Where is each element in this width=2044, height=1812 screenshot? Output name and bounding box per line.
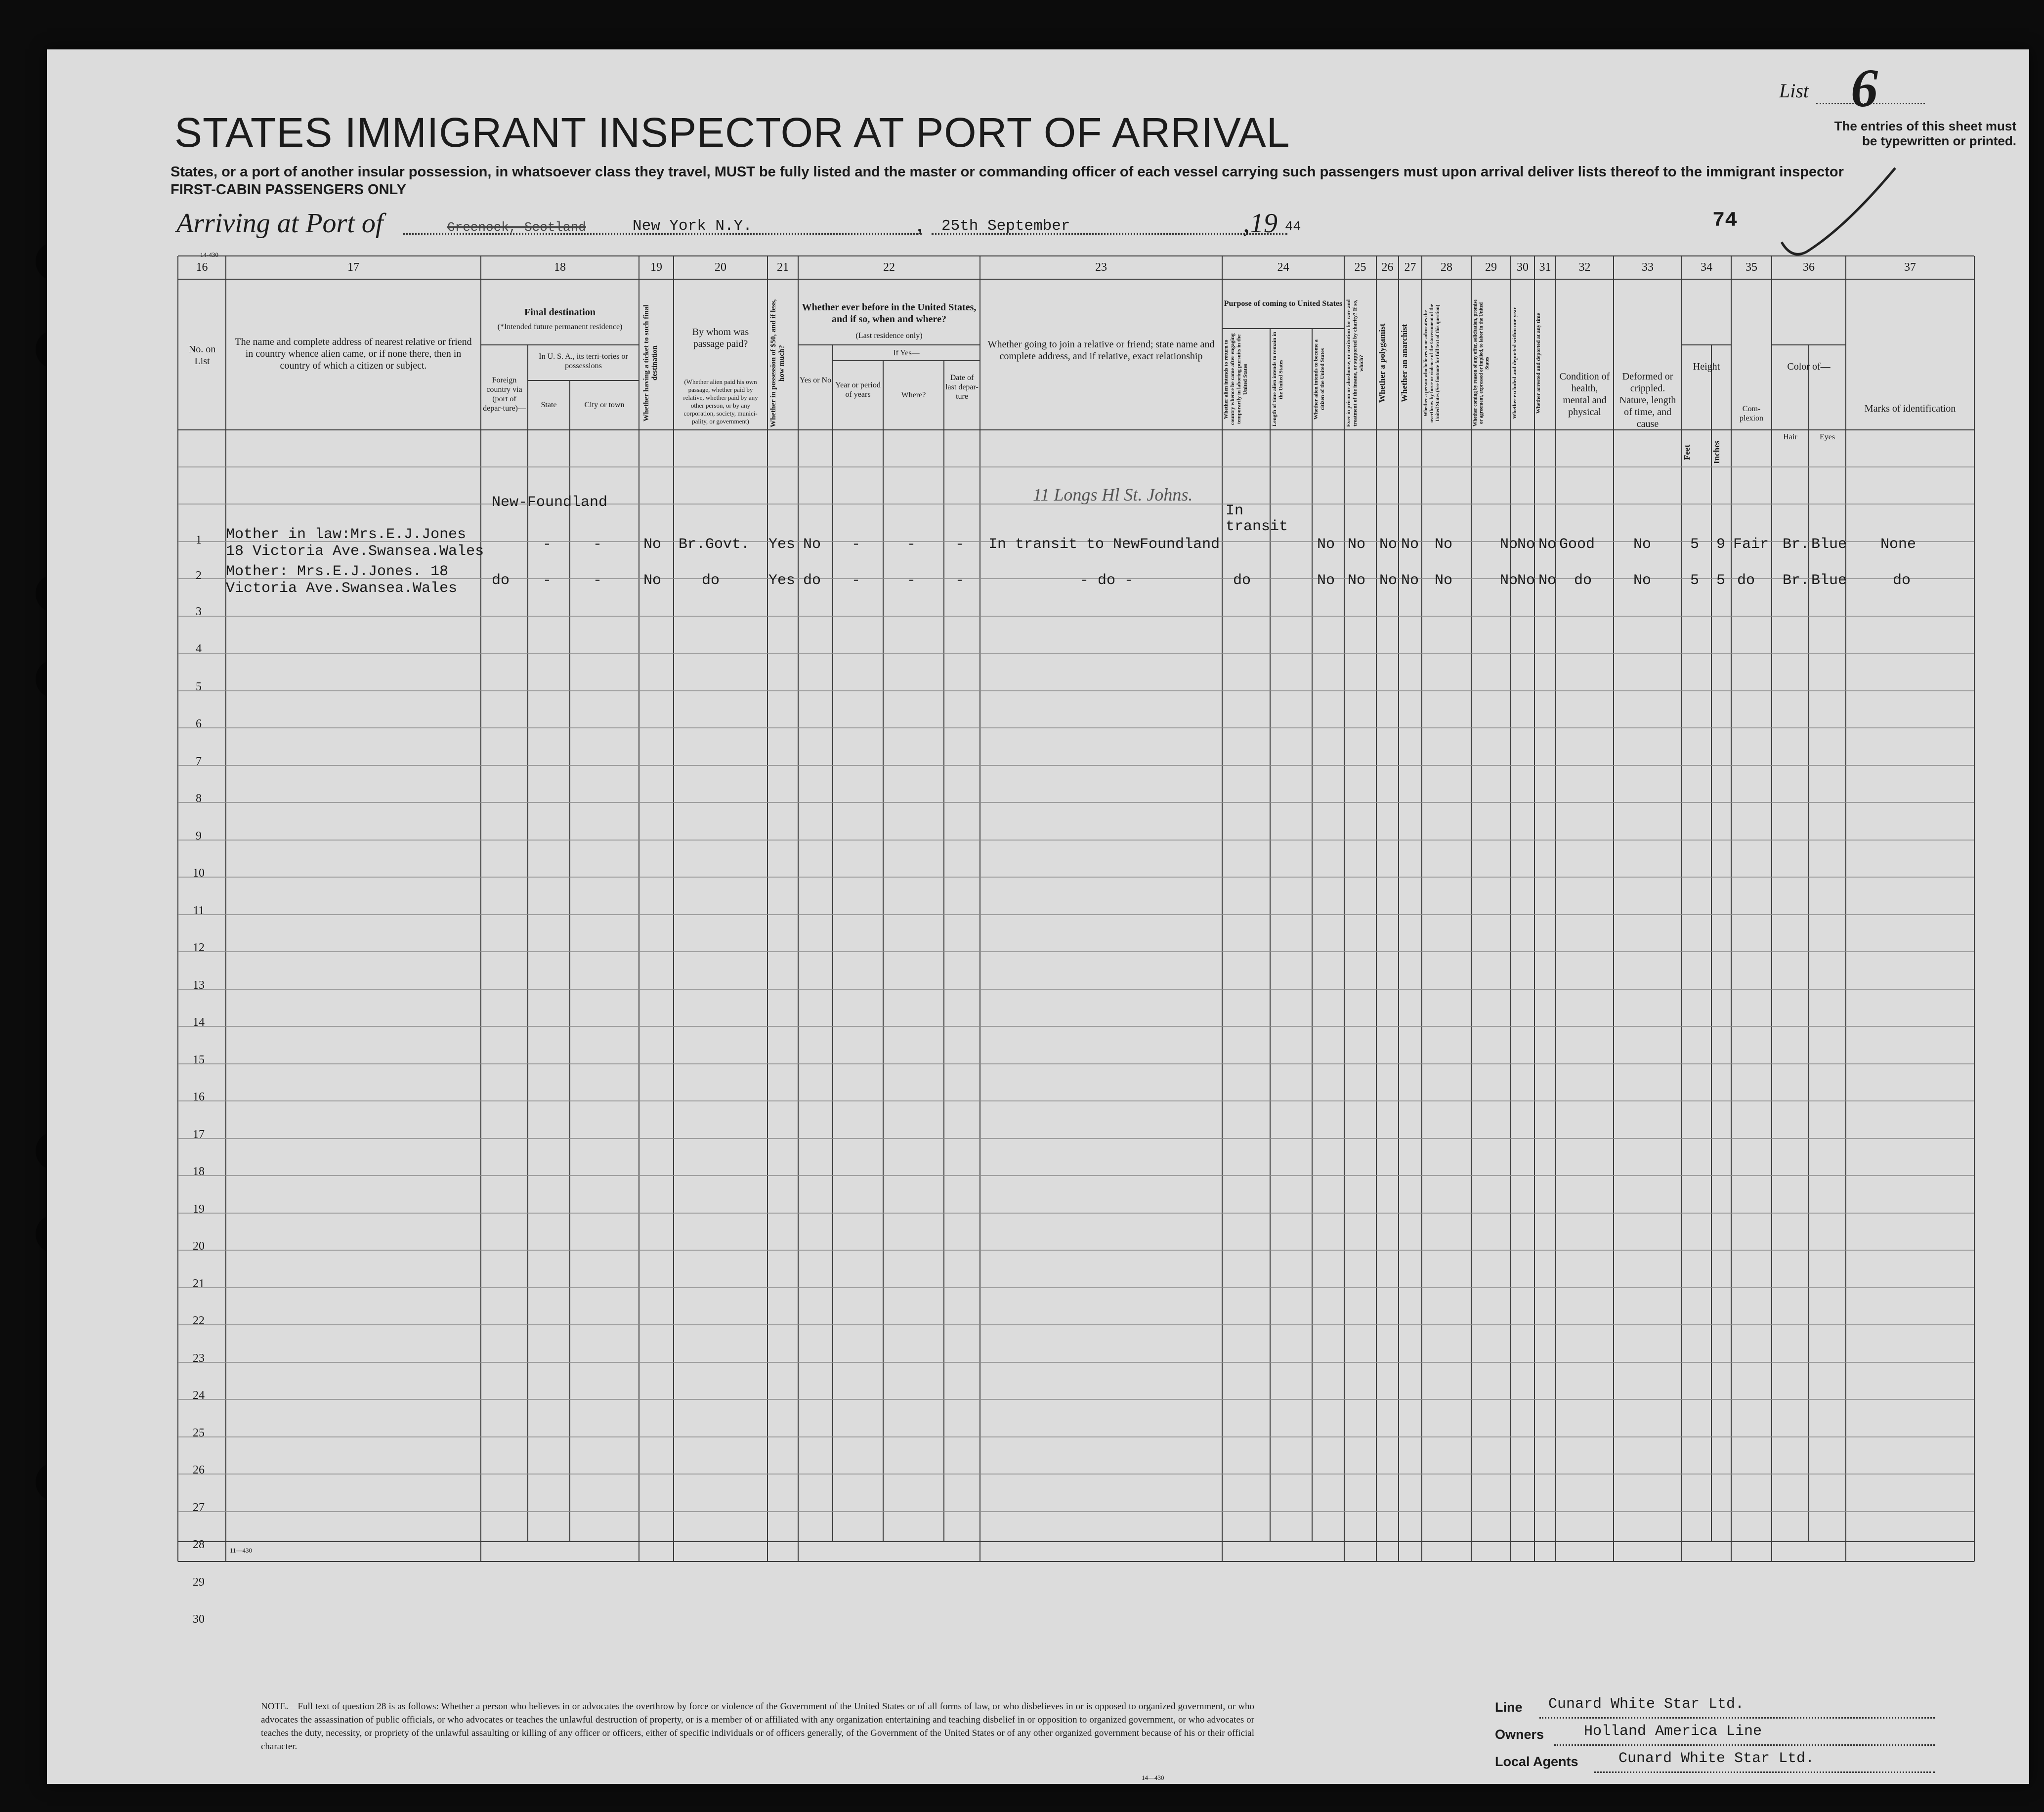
header-in-usa: In U. S. A., its terri-tories or possessions	[539, 352, 628, 370]
line-label: Line	[1495, 1700, 1523, 1715]
header-ticket: Whether having a ticket to such final destination	[642, 304, 659, 422]
row-number: 19	[193, 1203, 205, 1216]
column-number: 34	[1701, 261, 1712, 274]
row-number: 29	[193, 1576, 205, 1589]
header-color-of: Color of—	[1787, 361, 1831, 372]
row-number: 7	[196, 755, 202, 768]
row-number: 13	[193, 979, 205, 992]
complexion-cell: do	[1737, 572, 1755, 589]
year-prefix: ,19	[1243, 208, 1278, 239]
row-number: 11	[193, 904, 205, 917]
column-number: 26	[1381, 261, 1394, 274]
foreign-country-cell: New-Foundland	[492, 494, 608, 511]
foreign-country-cell: do	[492, 572, 510, 589]
line-underline	[1539, 1717, 1935, 1719]
row-number: 24	[193, 1389, 205, 1402]
grid-lines	[47, 49, 2029, 1784]
header-state: State	[541, 401, 557, 409]
header-before-sub: (Last residence only)	[855, 332, 923, 340]
marks-cell: None	[1880, 536, 1916, 553]
row-number: 4	[196, 642, 202, 655]
row-number: 30	[193, 1613, 205, 1626]
where-cell: -	[907, 536, 916, 553]
relative-cell	[226, 563, 457, 597]
arrested-cell: No	[1538, 572, 1557, 589]
city-cell: -	[593, 572, 602, 589]
row-number: 2	[196, 569, 202, 582]
header-arrested: Whether arrested and deported at any time	[1535, 313, 1541, 414]
manifest-sheet	[47, 49, 2029, 1784]
entries-note-line: be typewritten or printed.	[1862, 133, 2016, 148]
before-cell: No	[803, 536, 821, 553]
header-fifty-dollars: Whether in possession of $50, and if less, how much?	[769, 299, 786, 427]
row-number: 8	[196, 792, 202, 805]
column-number: 27	[1404, 261, 1416, 274]
header-complexion: Com-plexion	[1740, 405, 1763, 422]
eyes-cell: Blue	[1811, 536, 1847, 553]
page-title: STATES IMMIGRANT INSPECTOR AT PORT OF ARRIVAL	[174, 109, 1290, 156]
inches-cell: 5	[1716, 572, 1726, 589]
header-excluded: Whether excluded and deported within one year	[1512, 307, 1518, 420]
header-passage-paid-sub: (Whether alien paid his own passage, whether paid by relative, whether paid by any other person, or by any corporation, society, munici-pality, or government)	[683, 378, 758, 425]
arrival-date: 25th September	[941, 217, 1070, 235]
condition-cell: Good	[1559, 536, 1595, 553]
header-date-last-departure: Date of last depar-ture	[945, 374, 979, 401]
header-relative: The name and complete address of nearest relative or friend in country whence alien came, or if none there, then in country of which a citizen or subject.	[235, 337, 472, 371]
polygamist-cell: No	[1379, 572, 1398, 589]
line-value: Cunard White Star Ltd.	[1548, 1696, 1745, 1713]
header-feet: Feet	[1682, 444, 1692, 460]
marks-cell: do	[1893, 572, 1911, 589]
row-number: 14	[193, 1016, 205, 1029]
city-cell: -	[593, 536, 602, 553]
feet-cell: 5	[1690, 536, 1700, 553]
header-if-yes: If Yes—	[893, 349, 920, 357]
column-number: 31	[1539, 261, 1551, 274]
column-number: 29	[1485, 261, 1497, 274]
relative-line: Mother in law:Mrs.E.J.Jones	[226, 526, 467, 543]
prison-cell: No	[1348, 536, 1366, 553]
row-number: 22	[193, 1314, 205, 1327]
year-cell: -	[852, 536, 861, 553]
deformed-cell: No	[1633, 536, 1652, 553]
column-number: 33	[1642, 261, 1654, 274]
column-number: 20	[715, 261, 726, 274]
footnote-code: 14—430	[1142, 1774, 1164, 1781]
list-number: 6	[1851, 58, 1878, 118]
row-number: 26	[193, 1464, 205, 1476]
header-coming-offer: Whether coming by reason of any offer, solicitation, promise or agreement, expressed or implied, to labor in the United States	[1473, 299, 1490, 427]
row-number: 21	[193, 1277, 205, 1290]
header-purpose-a: Whether alien intends to return to country whence he came after engaging temporarily in laboring pursuits in the United States	[1223, 333, 1248, 425]
header-where: Where?	[901, 391, 926, 399]
offer-cell: No	[1500, 536, 1518, 553]
anarchist-cell: No	[1401, 572, 1419, 589]
class-line: FIRST-CABIN PASSENGERS ONLY	[170, 182, 406, 198]
complexion-cell: Fair	[1733, 536, 1769, 553]
column-number: 30	[1517, 261, 1529, 274]
column-number: 37	[1904, 261, 1916, 274]
row-number: 9	[196, 830, 202, 843]
row-number: 28	[193, 1538, 205, 1551]
arriving-label: Arriving at Port of	[176, 208, 383, 239]
header-foreign-country: Foreign country via (port of depar-ture)—	[483, 376, 526, 413]
polygamist-cell: No	[1379, 536, 1398, 553]
header-overthrow: Whether a person who believes in or advocates the overthrow by force or violence of the Government of the United States (See footnote for full text of this question)	[1423, 304, 1441, 422]
passage-cell: Br.Govt.	[679, 536, 750, 553]
row-number: 10	[193, 867, 205, 880]
hair-cell: Br.	[1783, 572, 1810, 589]
header-yes-no: Yes or No	[799, 376, 832, 384]
row-number: 17	[193, 1128, 205, 1141]
excluded-cell: No	[1517, 536, 1535, 553]
header-final-destination: Final destination	[524, 307, 596, 318]
departure-cell: -	[955, 572, 965, 589]
column-number: 22	[883, 261, 895, 274]
agents-label: Local Agents	[1495, 1754, 1578, 1769]
header-before-in-us: Whether ever before in the United States, and if so, when and where?	[802, 302, 977, 325]
header-marks: Marks of identification	[1864, 403, 1956, 414]
relative-line: 18 Victoria Ave.Swansea.Wales	[226, 543, 484, 560]
state-cell: -	[543, 536, 552, 553]
form-code: 14-430	[200, 251, 218, 258]
sheet-number: 74	[1712, 209, 1738, 232]
bottom-form-code: 11—430	[230, 1547, 253, 1554]
year-cell: -	[852, 572, 861, 589]
header-eyes: Eyes	[1819, 433, 1835, 441]
port-of-arrival: New York N.Y.	[633, 217, 752, 235]
header-condition: Condition of health, mental and physical	[1559, 371, 1610, 418]
column-number: 19	[650, 261, 662, 274]
where-cell: -	[907, 572, 916, 589]
footnote: NOTE.—Full text of question 28 is as follows: Whether a person who believes in or advocates the overthrow by force or violence of the Government of the United States or of all forms of law, or who disbelieves in or is opposed to organized government, or who advocates the assassination of public officials, or who advocates or teaches the unlawful destruction of property, or is a member of or affiliated with any organization entertaining and teaching disbelief in or opposition to organized government, or who advocates or teaches the duty, necessity, or propriety of the unlawful assaulting or killing of any officer or officers, either of specific individuals or of officers generally, of the Government of the United States or of any other organized government because of his or their official character.	[261, 1701, 1254, 1752]
header-height: Height	[1693, 361, 1720, 372]
column-number: 24	[1277, 261, 1289, 274]
header-inches: Inches	[1712, 440, 1721, 464]
overthrow-cell: No	[1435, 536, 1453, 553]
relative-cell	[226, 526, 484, 560]
eyes-cell: Blue	[1811, 572, 1847, 589]
row-number: 27	[193, 1501, 205, 1514]
owners-label: Owners	[1495, 1727, 1544, 1742]
entries-note-line: The entries of this sheet must	[1834, 119, 2016, 133]
passage-cell: do	[702, 572, 720, 589]
ticket-cell: No	[643, 572, 662, 589]
before-cell: do	[803, 572, 821, 589]
join-handwritten: 11 Longs Hl St. Johns.	[1033, 485, 1193, 505]
purpose-c-cell: No	[1317, 536, 1335, 553]
deformed-cell: No	[1633, 572, 1652, 589]
header-passage-paid: By whom was passage paid?	[692, 327, 749, 349]
prison-cell: No	[1348, 572, 1366, 589]
owners-value: Holland America Line	[1584, 1723, 1762, 1740]
row-number: 20	[193, 1240, 205, 1253]
row-number: 25	[193, 1427, 205, 1439]
header-purpose-c: Whether alien intends to become a citizen of the United States	[1313, 339, 1325, 420]
inches-cell: 9	[1716, 536, 1726, 553]
intro-line: States, or a port of another insular possession, in whatsoever class they travel, MUST be fully listed and the master or commanding officer of each vessel carrying such passengers must upon arrival deliver lists thereof to the immigrant inspector	[170, 164, 1844, 180]
column-number: 35	[1746, 261, 1757, 274]
offer-cell: No	[1500, 572, 1518, 589]
overthrow-cell: No	[1435, 572, 1453, 589]
year-suffix: 44	[1285, 220, 1301, 235]
row-number: 18	[193, 1165, 205, 1178]
header-join-relative: Whether going to join a relative or friend; state name and complete address, and if relative, exact relationship	[987, 339, 1215, 362]
header-deformed: Deformed or crippled. Nature, length of time, and cause	[1619, 371, 1676, 429]
relative-line: Victoria Ave.Swansea.Wales	[226, 580, 458, 597]
header-no-on-list: No. on List	[188, 344, 216, 367]
ticket-cell: No	[643, 536, 662, 553]
row-number: 16	[193, 1091, 205, 1103]
join-cell: - do -	[1080, 572, 1134, 589]
row-number: 1	[196, 534, 202, 547]
header-purpose: Purpose of coming to United States	[1224, 299, 1343, 308]
owners-underline	[1554, 1744, 1935, 1746]
hair-cell: Br.	[1783, 536, 1810, 553]
column-number: 32	[1578, 261, 1591, 274]
purpose-a-cell: In transit	[1226, 503, 1288, 535]
header-city: City or town	[584, 401, 625, 409]
state-cell: -	[543, 572, 552, 589]
column-number: 17	[347, 261, 359, 274]
row-number: 3	[196, 605, 202, 618]
header-polygamist: Whether a polygamist	[1377, 323, 1387, 403]
header-prison: Ever in prison or almshouse, or institution for care and treatment of the insane, or supported by charity? If so, which?	[1346, 299, 1364, 427]
column-number: 16	[196, 261, 208, 274]
relative-line: Mother: Mrs.E.J.Jones. 18	[226, 563, 449, 580]
excluded-cell: No	[1517, 572, 1535, 589]
column-number: 36	[1803, 261, 1815, 274]
arrested-cell: No	[1538, 536, 1557, 553]
condition-cell: do	[1574, 572, 1592, 589]
row-number: 23	[193, 1352, 205, 1365]
departure-cell: -	[955, 536, 965, 553]
row-number: 15	[193, 1053, 205, 1066]
column-number: 21	[777, 261, 789, 274]
header-year-period: Year or period of years	[835, 381, 881, 399]
header-purpose-b: Length of time alien intends to remain in the United States	[1272, 332, 1284, 427]
column-number: 18	[554, 261, 566, 274]
money-cell: Yes	[768, 536, 796, 553]
join-cell: In transit to NewFoundland	[988, 536, 1220, 553]
header-hair: Hair	[1783, 433, 1797, 441]
row-number: 12	[193, 941, 205, 954]
money-cell: Yes	[768, 572, 796, 589]
row-number: 5	[196, 680, 202, 693]
column-number: 28	[1441, 261, 1452, 274]
date-comma: ,	[917, 211, 923, 237]
agents-value: Cunard White Star Ltd.	[1618, 1750, 1815, 1767]
column-number: 25	[1354, 261, 1366, 274]
struck-port: Greenock, Scotland	[447, 220, 586, 235]
column-number: 23	[1095, 261, 1107, 274]
purpose-c-cell: No	[1317, 572, 1335, 589]
header-anarchist: Whether an anarchist	[1400, 324, 1409, 403]
list-label: List	[1779, 80, 1809, 102]
agents-underline	[1594, 1771, 1935, 1773]
feet-cell: 5	[1690, 572, 1700, 589]
purpose-a-cell: do	[1233, 572, 1251, 589]
row-number: 6	[196, 717, 202, 730]
anarchist-cell: No	[1401, 536, 1419, 553]
header-final-destination-sub: (*Intended future permanent residence)	[497, 323, 623, 331]
